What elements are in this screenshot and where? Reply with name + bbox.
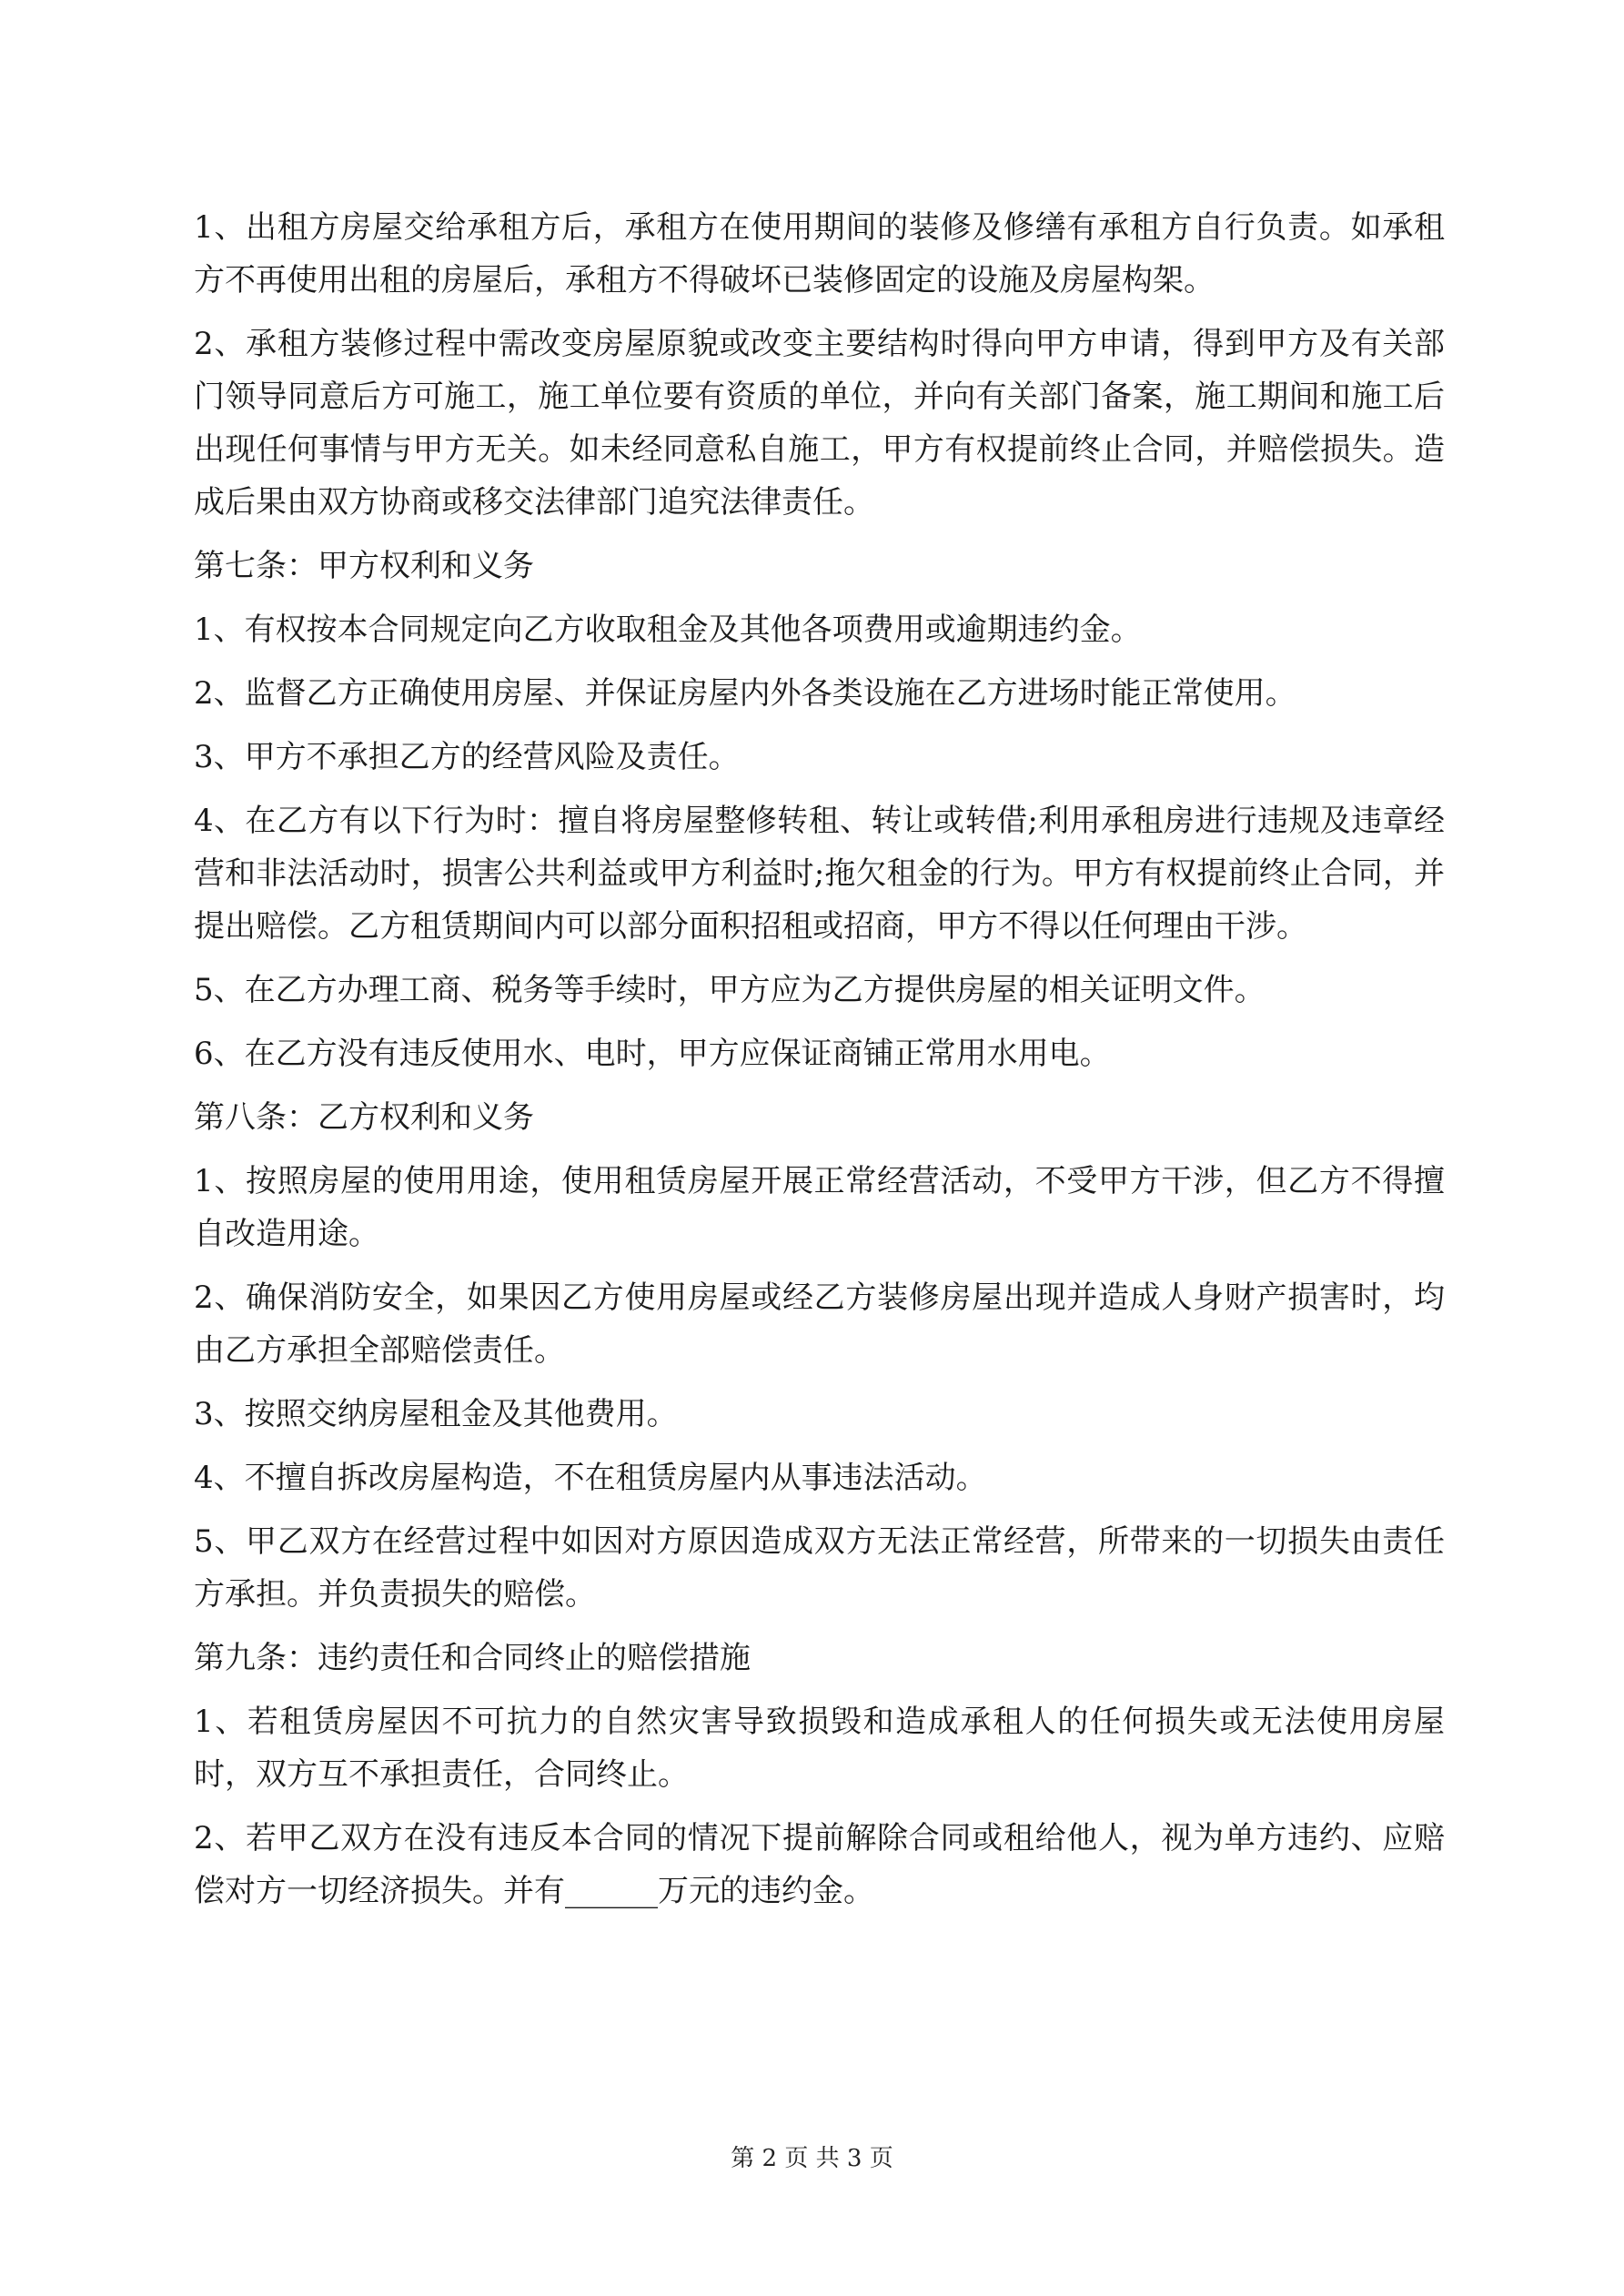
clause-paragraph: 5、在乙方办理工商、税务等手续时，甲方应为乙方提供房屋的相关证明文件。 xyxy=(194,972,1266,1008)
page-number: 第 2 页 共 3 页 xyxy=(731,2145,893,2172)
article-heading: 第七条：甲方权利和义务 xyxy=(194,548,534,584)
clause-paragraph: 3、甲方不承担乙方的经营风险及责任。 xyxy=(194,739,740,775)
document-body xyxy=(194,201,1445,1928)
clause-paragraph: 2、若甲乙双方在没有违反本合同的情况下提前解除合同或租给他人，视为单方违约、应赔偿对方一切经济损失。并有______万元的违约金。 xyxy=(194,1820,1445,1909)
clause-paragraph: 2、确保消防安全，如果因乙方使用房屋或经乙方装修房屋出现并造成人身财产损害时，均由乙方承担全部赔偿责任。 xyxy=(194,1279,1445,1369)
clause-paragraph: 4、不擅自拆改房屋构造，不在租赁房屋内从事违法活动。 xyxy=(194,1460,987,1496)
clause-paragraph: 6、在乙方没有违反使用水、电时，甲方应保证商铺正常用水用电。 xyxy=(194,1036,1111,1072)
article-heading: 第九条：违约责任和合同终止的赔偿措施 xyxy=(194,1640,751,1676)
article-heading: 第八条：乙方权利和义务 xyxy=(194,1099,534,1136)
clause-paragraph: 1、出租方房屋交给承租方后，承租方在使用期间的装修及修缮有承租方自行负责。如承租方不再使用出租的房屋后，承租方不得破坏已装修固定的设施及房屋构架。 xyxy=(194,209,1445,298)
clause-paragraph: 1、若租赁房屋因不可抗力的自然灾害导致损毁和造成承租人的任何损失或无法使用房屋时，双方互不承担责任，合同终止。 xyxy=(194,1704,1445,1793)
clause-paragraph: 1、有权按本合同规定向乙方收取租金及其他各项费用或逾期违约金。 xyxy=(194,612,1142,648)
clause-paragraph: 2、承租方装修过程中需改变房屋原貌或改变主要结构时得向甲方申请，得到甲方及有关部门领导同意后方可施工，施工单位要有资质的单位，并向有关部门备案，施工期间和施工后出现任何事情与甲方无关。如未经同意私自施工，甲方有权提前终止合同，并赔偿损失。造成后果由双方协商或移交法律部门追究法律责任。 xyxy=(194,326,1445,521)
clause-paragraph: 5、甲乙双方在经营过程中如因对方原因造成双方无法正常经营，所带来的一切损失由责任方承担。并负责损失的赔偿。 xyxy=(194,1523,1445,1613)
clause-paragraph: 1、按照房屋的使用用途，使用租赁房屋开展正常经营活动，不受甲方干涉，但乙方不得擅自改造用途。 xyxy=(194,1163,1445,1252)
clause-paragraph: 3、按照交纳房屋租金及其他费用。 xyxy=(194,1396,678,1432)
clause-paragraph: 4、在乙方有以下行为时：擅自将房屋整修转租、转让或转借;利用承租房进行违规及违章经营和非法活动时，损害公共利益或甲方利益时;拖欠租金的行为。甲方有权提前终止合同，并提出赔偿。乙方租赁期间内可以部分面积招租或招商，甲方不得以任何理由干涉。 xyxy=(194,803,1445,945)
clause-paragraph: 2、监督乙方正确使用房屋、并保证房屋内外各类设施在乙方进场时能正常使用。 xyxy=(194,675,1296,712)
